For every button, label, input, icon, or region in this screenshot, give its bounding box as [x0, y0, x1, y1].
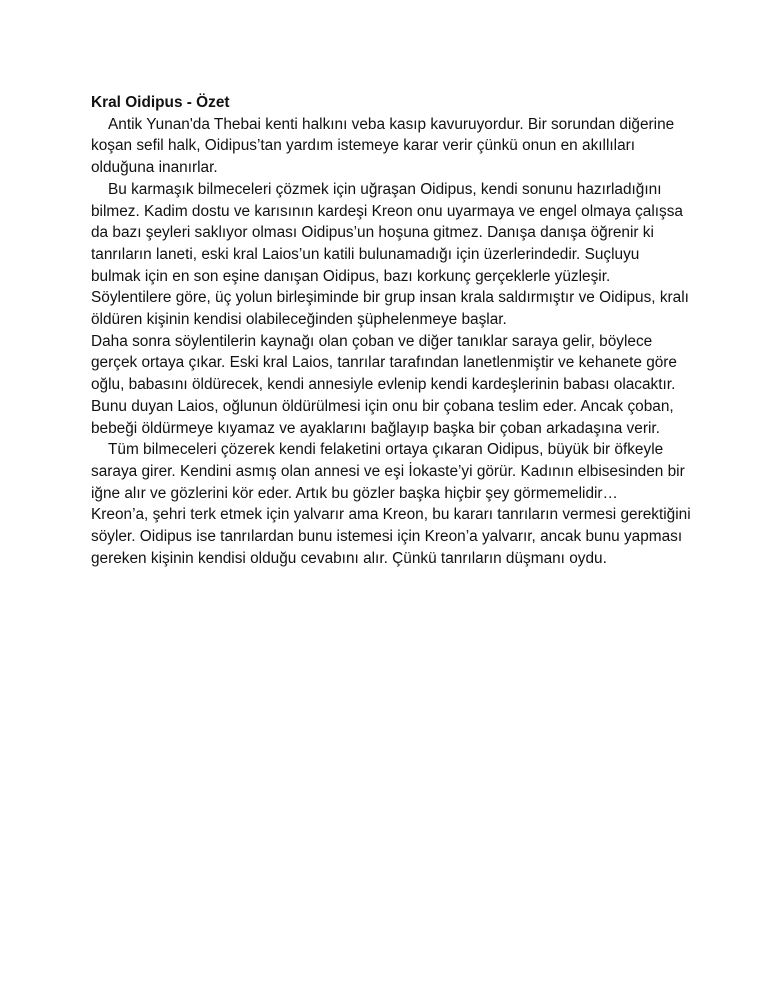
paragraph-1: Antik Yunan'da Thebai kenti halkını veba kasıp kavuruyordur. Bir sorundan diğerine koşan sefil halk, Oidipus’tan yardım istemeye karar verir çünkü onun en akıllıları olduğuna inanırlar. — [91, 115, 675, 177]
paragraph-5: Kreon’a, şehri terk etmek için yalvarır ama Kreon, bu kararı tanrıların vermesi gerektiğini söyler. Oidipus ise tanrılardan bunu istemesi için Kreon’a yalvarır, ancak bunu yapması gereken kişinin kendisi olduğu cevabını alır. Çünkü tanrıların düşmanı oydu. — [91, 506, 691, 567]
document-title: Kral Oidipus - Özet — [91, 94, 230, 111]
document-body — [91, 92, 691, 569]
paragraph-4: Tüm bilmeceleri çözerek kendi felaketini ortaya çıkaran Oidipus, büyük bir öfkeyle saraya girer. Kendini asmış olan annesi ve eşi İokaste’yi görür. Kadının elbisesinden bir iğne alır ve gözlerini kör eder. Artık bu gözler başka hiçbir şey görmemelidir… — [91, 441, 685, 502]
paragraph-3: Daha sonra söylentilerin kaynağı olan çoban ve diğer tanıklar saraya gelir, böylece gerçek ortaya çıkar. Eski kral Laios, tanrılar tarafından lanetlenmiştir ve kehanete göre oğlu, babasını öldürecek, kendi annesiyle evlenip kendi kardeşlerinin babası olacaktır. Bunu duyan Laios, oğlunun öldürülmesi için onu bir çobana teslim eder. Ancak çoban, bebeği öldürmeye kıyamaz ve ayaklarını bağlayıp başka bir çoban arkadaşına verir. — [91, 332, 677, 437]
paragraph-2: Bu karmaşık bilmeceleri çözmek için uğraşan Oidipus, kendi sonunu hazırladığını bilmez. Kadim dostu ve karısının kardeşi Kreon onu uyarmaya ve engel olmaya çalışsa da bazı şeyleri saklıyor olması Oidipus’un hoşuna gitmez. Danışa danışa öğrenir ki tanrıların laneti, eski kral Laios’un katili bulunamadığı için üzerlerindedir. Suçluyu bulmak için en son eşine danışan Oidipus, bazı korkunç gerçeklerle yüzleşir. Söylentilere göre, üç yolun birleşiminde bir grup insan krala saldırmıştır ve Oidipus, kralı öldüren kişinin kendisi olabileceğinden şüphelenmeye başlar. — [91, 180, 689, 329]
